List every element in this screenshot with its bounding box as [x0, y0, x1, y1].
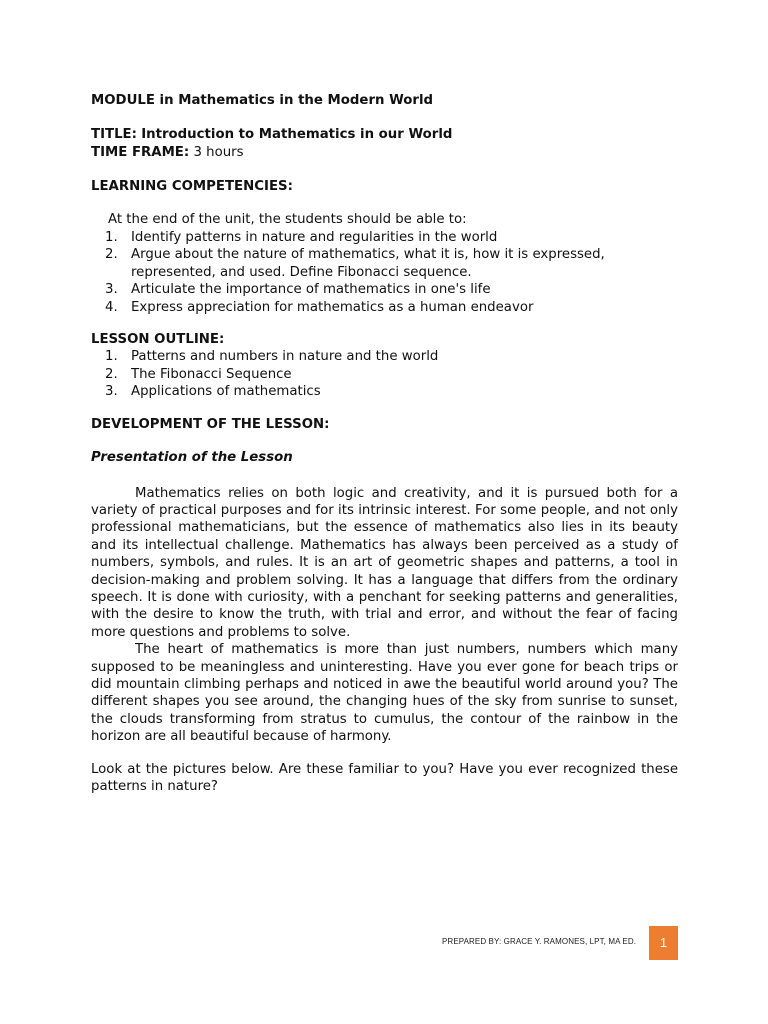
paragraph-heart-of-mathematics — [91, 641, 678, 745]
time-frame-row — [91, 144, 678, 161]
page-number-badge — [649, 926, 678, 960]
paragraph-text: Look at the pictures below. Are these familiar to you? Have you ever recognized these patterns in nature? — [91, 761, 678, 794]
list-number: 4. — [105, 299, 118, 315]
competencies-lead: At the end of the unit, the students should be able to: — [108, 211, 467, 227]
list-number: 3. — [105, 282, 118, 298]
list-item — [91, 281, 678, 298]
lesson-outline-heading: LESSON OUTLINE: — [91, 332, 225, 348]
list-number: 2. — [105, 366, 118, 382]
list-item — [91, 366, 678, 383]
paragraph-look-at-pictures — [91, 761, 678, 796]
time-frame-label: TIME FRAME: — [91, 144, 190, 160]
list-item — [91, 229, 678, 246]
title-value: Introduction to Mathematics in our World — [141, 127, 453, 143]
prepared-by-footer: PREPARED BY: GRACE Y. RAMONES, LPT, MA ED. — [442, 937, 637, 946]
development-heading: DEVELOPMENT OF THE LESSON: — [91, 416, 330, 432]
presentation-subheading: Presentation of the Lesson — [91, 450, 293, 466]
list-number: 1. — [105, 230, 118, 246]
list-text: Express appreciation for mathematics as a human endeavor — [131, 299, 534, 315]
title-label: TITLE: — [91, 127, 137, 143]
title-row — [91, 126, 678, 143]
list-item — [91, 383, 678, 400]
page-number: 1 — [659, 935, 668, 950]
list-text: The Fibonacci Sequence — [131, 366, 292, 382]
list-text: Argue about the nature of mathematics, what it is, how it is expressed, — [131, 247, 605, 263]
module-title: MODULE in Mathematics in the Modern World — [91, 93, 434, 108]
page-content — [91, 92, 678, 795]
paragraph-text: The heart of mathematics is more than just numbers, numbers which many supposed to be meaningless and uninteresting. Have you ever gone for beach trips or did mountain climbing perhaps and noticed in awe the beautiful world around you? The different shapes you see around, the changing hues of the sky from sunrise to sunset, the clouds transforming from stratus to cumulus, the contour of the rainbow in the horizon are all beautiful because of harmony. — [91, 642, 678, 745]
list-number: 2. — [105, 247, 118, 263]
list-text-continued: represented, and used. Define Fibonacci sequence. — [131, 264, 472, 280]
list-item — [91, 348, 678, 365]
list-text: Patterns and numbers in nature and the world — [131, 349, 439, 365]
competencies-list — [91, 229, 678, 316]
list-text: Applications of mathematics — [131, 384, 321, 400]
time-frame-value: 3 hours — [193, 144, 244, 160]
list-number: 3. — [105, 384, 118, 400]
list-text: Articulate the importance of mathematics in one's life — [131, 282, 491, 298]
learning-competencies-heading: LEARNING COMPETENCIES: — [91, 179, 293, 195]
list-number: 1. — [105, 349, 118, 365]
list-item — [91, 299, 678, 316]
lesson-outline-list — [91, 348, 678, 400]
list-item — [91, 246, 678, 281]
list-text: Identify patterns in nature and regularities in the world — [131, 230, 498, 246]
paragraph-logic-creativity — [91, 485, 678, 642]
paragraph-text: Mathematics relies on both logic and creativity, and it is pursued both for a variety of practical purposes and for its intrinsic interest. For some people, and not only professional mathematicians, but the essence of mathematics also lies in its beauty and its intellectual challenge. Mathematics has always been perceived as a study of numbers, symbols, and rules. It is an art of geometric shapes and patterns, a tool in decision-making and problem solving. It has a language that differs from the ordinary speech. It is done with curiosity, with a penchant for seeking patterns and generalities, with the desire to know the truth, with trial and error, and without the fear of facing more questions and problems to solve. — [91, 485, 678, 640]
